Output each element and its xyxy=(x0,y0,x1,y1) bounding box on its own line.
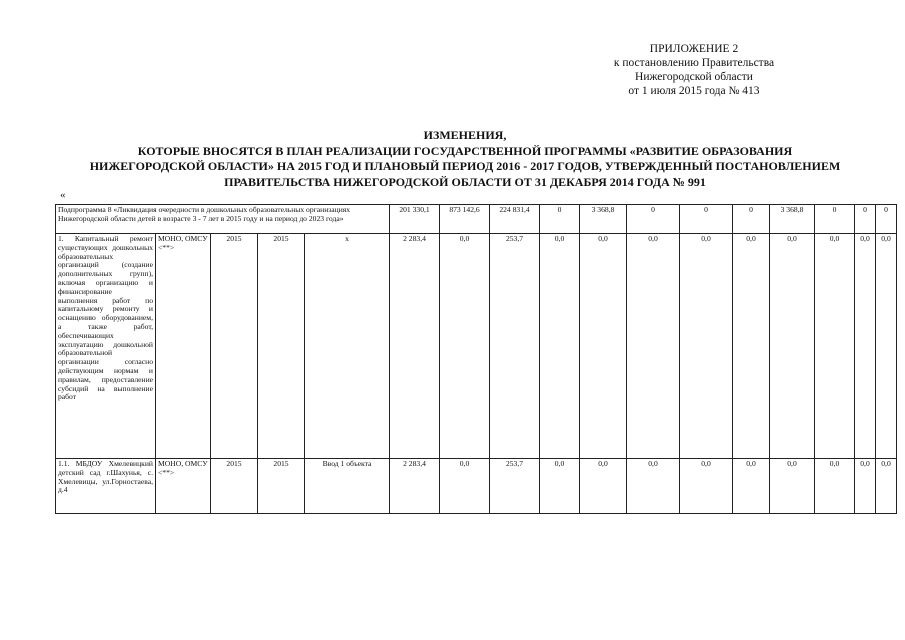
row-1-end-year: 2015 xyxy=(258,234,305,459)
subprogram-name: Подпрограмма 8 «Ликвидация очередности в дошкольных образовательных организациях Нижегородской области детей в возрасте 3 - 7 лет в 2015 году и на период до 2023 года» xyxy=(56,205,390,234)
row-1-1-result: Ввод 1 объекта xyxy=(305,459,390,514)
table-row-subprogram xyxy=(56,205,897,234)
value-cell: 0 xyxy=(855,205,876,234)
value-cell: 0,0 xyxy=(440,459,490,514)
value-cell: 0,0 xyxy=(855,459,876,514)
value-cell: 0,0 xyxy=(680,234,733,459)
value-cell: 0,0 xyxy=(680,459,733,514)
value-cell: 0 xyxy=(627,205,680,234)
value-cell: 0 xyxy=(876,205,897,234)
title-line-1: ИЗМЕНЕНИЯ, xyxy=(423,128,507,142)
value-cell: 873 142,6 xyxy=(440,205,490,234)
appendix-header xyxy=(560,42,828,98)
value-cell: 0 xyxy=(540,205,580,234)
row-1-1-end-year: 2015 xyxy=(258,459,305,514)
value-cell: 0 xyxy=(733,205,770,234)
value-cell: 0,0 xyxy=(733,459,770,514)
row-1-name: 1. Капитальный ремонт существующих дошкольных образовательных организаций (создание дополнительных групп), включая организацию и финансирование выполнения работ по капитальному ремонту и оснащению оборудованием, а также работ, обеспечивающих эксплуатацию дошкольной образовательной организации согласно действующим нормам и правилам, предоставление субсидий на выполнение работ xyxy=(56,234,156,459)
appendix-line-3: Нижегородской области xyxy=(635,71,753,83)
title-line-3: НИЖЕГОРОДСКОЙ ОБЛАСТИ» НА 2015 ГОД И ПЛАНОВЫЙ ПЕРИОД 2016 - 2017 ГОДОВ, УТВЕРЖДЕННЫЙ ПОСТАНОВЛЕНИЕМ xyxy=(89,159,841,173)
value-cell: 0 xyxy=(815,205,855,234)
value-cell: 0,0 xyxy=(580,459,627,514)
table-row-1 xyxy=(56,234,897,459)
opening-quote: « xyxy=(60,189,66,201)
value-cell: 3 368,8 xyxy=(770,205,815,234)
row-1-result: х xyxy=(305,234,390,459)
value-cell: 0,0 xyxy=(876,234,897,459)
appendix-date-number: от 1 июля 2015 года № 413 xyxy=(628,85,760,97)
title-line-2: КОТОРЫЕ ВНОСЯТСЯ В ПЛАН РЕАЛИЗАЦИИ ГОСУДАРСТВЕННОЙ ПРОГРАММЫ «РАЗВИТИЕ ОБРАЗОВАНИЯ xyxy=(137,143,793,158)
value-cell: 0,0 xyxy=(815,459,855,514)
appendix-line-2: к постановлению Правительства xyxy=(613,57,775,69)
value-cell: 2 283,4 xyxy=(390,459,440,514)
document-title xyxy=(40,128,890,190)
value-cell: 0,0 xyxy=(580,234,627,459)
value-cell: 2 283,4 xyxy=(390,234,440,459)
value-cell: 0,0 xyxy=(627,234,680,459)
row-1-1-executor: МОНО, ОМСУ <**> xyxy=(156,459,211,514)
value-cell: 0 xyxy=(680,205,733,234)
title-line-4: ПРАВИТЕЛЬСТВА НИЖЕГОРОДСКОЙ ОБЛАСТИ ОТ 31 ДЕКАБРЯ 2014 ГОДА № 991 xyxy=(224,174,706,189)
value-cell: 0,0 xyxy=(815,234,855,459)
value-cell: 0,0 xyxy=(876,459,897,514)
value-cell: 0,0 xyxy=(540,459,580,514)
value-cell: 0,0 xyxy=(770,459,815,514)
row-1-1-start-year: 2015 xyxy=(211,459,258,514)
row-1-executor: МОНО, ОМСУ <**> xyxy=(156,234,211,459)
row-1-1-name: 1.1. МБДОУ Хмелевицкий детский сад г.Шахунья, с. Хмелевицы, ул.Горностаева, д.4 xyxy=(56,459,156,514)
row-1-start-year: 2015 xyxy=(211,234,258,459)
appendix-title: ПРИЛОЖЕНИЕ 2 xyxy=(649,43,739,55)
value-cell: 253,7 xyxy=(490,234,540,459)
value-cell: 0,0 xyxy=(440,234,490,459)
value-cell: 0,0 xyxy=(770,234,815,459)
table-row-1-1 xyxy=(56,459,897,514)
plan-table xyxy=(55,204,897,514)
value-cell: 0,0 xyxy=(733,234,770,459)
value-cell: 0,0 xyxy=(855,234,876,459)
value-cell: 0,0 xyxy=(540,234,580,459)
value-cell: 0,0 xyxy=(627,459,680,514)
value-cell: 201 330,1 xyxy=(390,205,440,234)
value-cell: 253,7 xyxy=(490,459,540,514)
value-cell: 224 831,4 xyxy=(490,205,540,234)
value-cell: 3 368,8 xyxy=(580,205,627,234)
